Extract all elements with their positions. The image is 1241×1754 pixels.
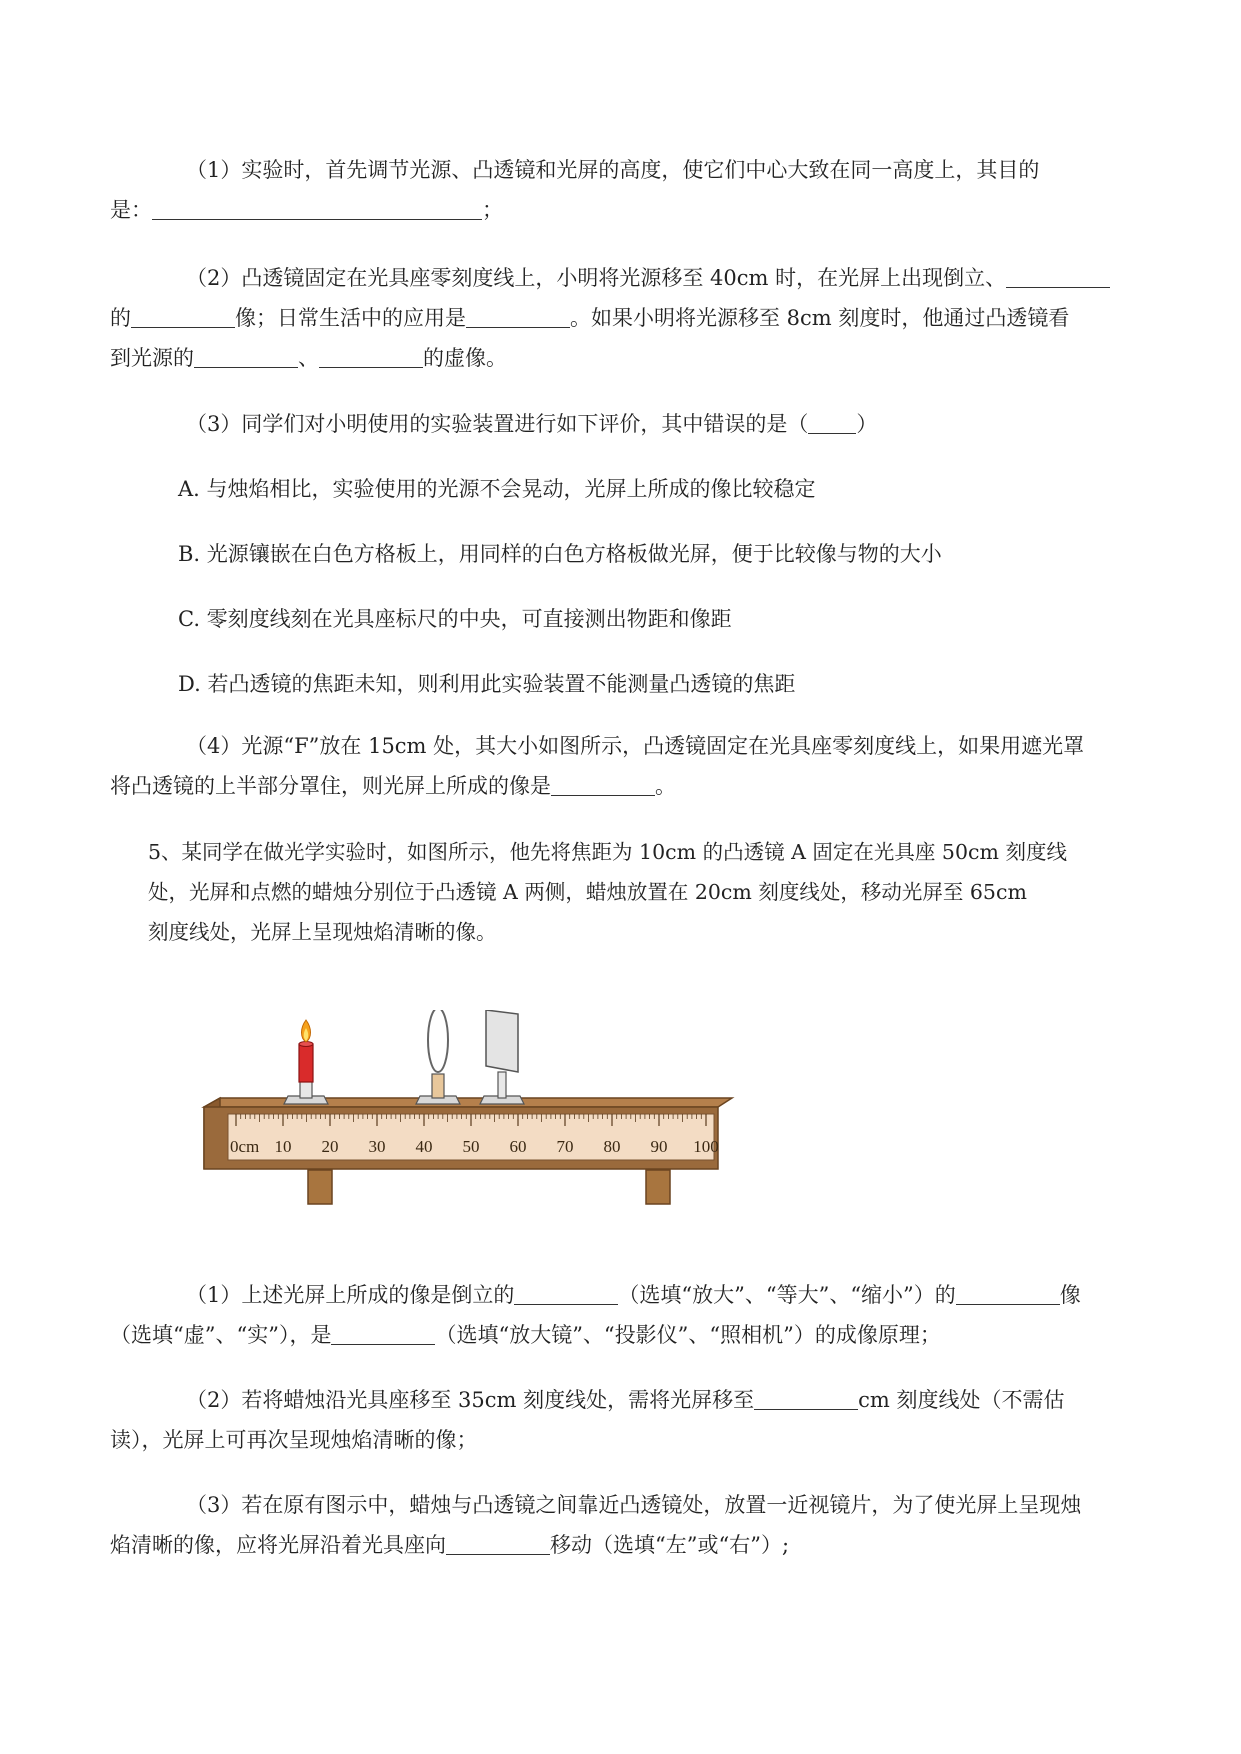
- convex-lens-icon: [428, 1010, 448, 1072]
- ruler-label: 30: [368, 1137, 386, 1156]
- problem-text: 5、某同学在做光学实验时，如图所示，他先将焦距为 10cm 的凸透镜 A 固定在光具座 50cm 刻度线: [148, 840, 1067, 864]
- question-text: ）: [856, 412, 878, 436]
- question-text: （选填“放大”、“等大”、“缩小”）的: [618, 1283, 956, 1307]
- question-5-3: [110, 1485, 1160, 1565]
- question-text-line: [148, 1275, 1160, 1315]
- question-text: （2）若将蜡烛沿光具座移至 35cm 刻度线处，需将光屏移至: [186, 1388, 755, 1412]
- ruler-label: 20: [321, 1137, 339, 1156]
- question-text: 。: [655, 774, 676, 798]
- answer-blank[interactable]: [194, 345, 298, 368]
- answer-blank[interactable]: [466, 305, 570, 328]
- question-text: 读），光屏上可再次呈现烛焰清晰的像；: [110, 1428, 478, 1452]
- ruler-label: 50: [462, 1137, 480, 1156]
- answer-blank[interactable]: [446, 1532, 550, 1555]
- problem-text: 处，光屏和点燃的蜡烛分别位于凸透镜 A 两侧，蜡烛放置在 20cm 刻度线处，移动光屏至 65cm: [148, 880, 1027, 904]
- option-a[interactable]: A. 与烛焰相比，实验使用的光源不会晃动，光屏上所成的像比较稳定: [178, 477, 816, 501]
- answer-blank[interactable]: [319, 345, 423, 368]
- answer-blank[interactable]: [514, 1282, 618, 1305]
- bench-leg-left: [308, 1170, 332, 1204]
- option-b[interactable]: B. 光源镶嵌在白色方格板上，用同样的白色方格板做光屏，便于比较像与物的大小: [178, 542, 942, 566]
- answer-blank[interactable]: [754, 1387, 858, 1410]
- answer-blank[interactable]: [808, 411, 856, 434]
- question-4-2: [110, 258, 1160, 378]
- option-d[interactable]: D. 若凸透镜的焦距未知，则利用此实验装置不能测量凸透镜的焦距: [178, 672, 796, 696]
- question-text: 、: [298, 346, 319, 370]
- light-screen-icon: [486, 1010, 518, 1072]
- problem-text: 刻度线处，光屏上呈现烛焰清晰的像。: [148, 920, 497, 944]
- candle-holder-post: [300, 1080, 312, 1098]
- question-text-line: [110, 298, 1160, 338]
- ruler-label: 60: [509, 1137, 527, 1156]
- question-text: cm 刻度线处（不需估: [858, 1388, 1065, 1412]
- question-text: 到光源的: [110, 346, 194, 370]
- question-text: 的虚像。: [423, 346, 507, 370]
- problem-5-stem: [148, 832, 1160, 952]
- question-text: 是：: [110, 198, 152, 222]
- answer-blank[interactable]: [331, 1322, 435, 1345]
- question-text: （3）同学们对小明使用的实验装置进行如下评价，其中错误的是（: [186, 412, 809, 436]
- answer-blank[interactable]: [956, 1282, 1060, 1305]
- screen-post: [498, 1072, 506, 1098]
- question-text: （3）若在原有图示中，蜡烛与凸透镜之间靠近凸透镜处，放置一近视镜片，为了使光屏上呈现烛: [186, 1493, 1082, 1517]
- question-text-line: [148, 1380, 1160, 1420]
- question-4-4: [110, 726, 1160, 806]
- question-text: （1）上述光屏上所成的像是倒立的: [186, 1283, 515, 1307]
- candle-icon: [299, 1044, 313, 1082]
- question-text-line: [110, 1315, 1160, 1355]
- question-text: （4）光源“F”放在 15cm 处，其大小如图所示，凸透镜固定在光具座零刻度线上，如果用遮光罩: [186, 734, 1085, 758]
- optical-bench-drawing: [200, 1010, 740, 1210]
- ruler-label: 70: [556, 1137, 574, 1156]
- question-text-line: [148, 404, 1160, 444]
- question-text: 像；日常生活中的应用是: [235, 306, 466, 330]
- question-text: 焰清晰的像，应将光屏沿着光具座向: [110, 1533, 446, 1557]
- question-text-line: [110, 338, 1160, 378]
- question-4-3: [148, 404, 1160, 444]
- question-text: （1）实验时，首先调节光源、凸透镜和光屏的高度，使它们中心大致在同一高度上，其目的: [186, 158, 1040, 182]
- ruler-label: 100: [693, 1137, 719, 1156]
- question-text: 的: [110, 306, 131, 330]
- answer-blank[interactable]: [1006, 265, 1110, 288]
- question-text-line: [110, 766, 1160, 806]
- question-4-1: [110, 150, 1160, 230]
- lens-post: [432, 1074, 444, 1098]
- ruler-label: 10: [274, 1137, 292, 1156]
- answer-blank[interactable]: [152, 197, 482, 220]
- question-text: （2）凸透镜固定在光具座零刻度线上，小明将光源移至 40cm 时，在光屏上出现倒立、: [186, 266, 1007, 290]
- answer-blank[interactable]: [131, 305, 235, 328]
- question-text: ；: [482, 198, 503, 222]
- ruler-label: 40: [415, 1137, 433, 1156]
- option-c[interactable]: C. 零刻度线刻在光具座标尺的中央，可直接测出物距和像距: [178, 607, 732, 631]
- question-text: 。如果小明将光源移至 8cm 刻度时，他通过凸透镜看: [570, 306, 1070, 330]
- ruler-label: 80: [603, 1137, 621, 1156]
- bench-leg-right: [646, 1170, 670, 1204]
- bench-top: [204, 1098, 732, 1107]
- question-5-2: [110, 1380, 1160, 1460]
- optical-bench-figure: [200, 1010, 740, 1210]
- question-text-line: [110, 190, 1160, 230]
- question-text-line: [110, 1525, 1160, 1565]
- question-text: 像: [1059, 1283, 1081, 1307]
- question-5-1: [110, 1275, 1160, 1355]
- answer-blank[interactable]: [551, 773, 655, 796]
- ruler-label: 90: [650, 1137, 668, 1156]
- question-text: 移动（选填“左”或“右”）;: [550, 1533, 790, 1557]
- question-text-line: [148, 258, 1160, 298]
- question-text: （选填“虚”、“实”），是: [110, 1323, 332, 1347]
- ruler-label: 0cm: [230, 1137, 260, 1156]
- question-text: 将凸透镜的上半部分罩住，则光屏上所成的像是: [110, 774, 551, 798]
- question-text: （选填“放大镜”、“投影仪”、“照相机”）的成像原理；: [435, 1323, 941, 1347]
